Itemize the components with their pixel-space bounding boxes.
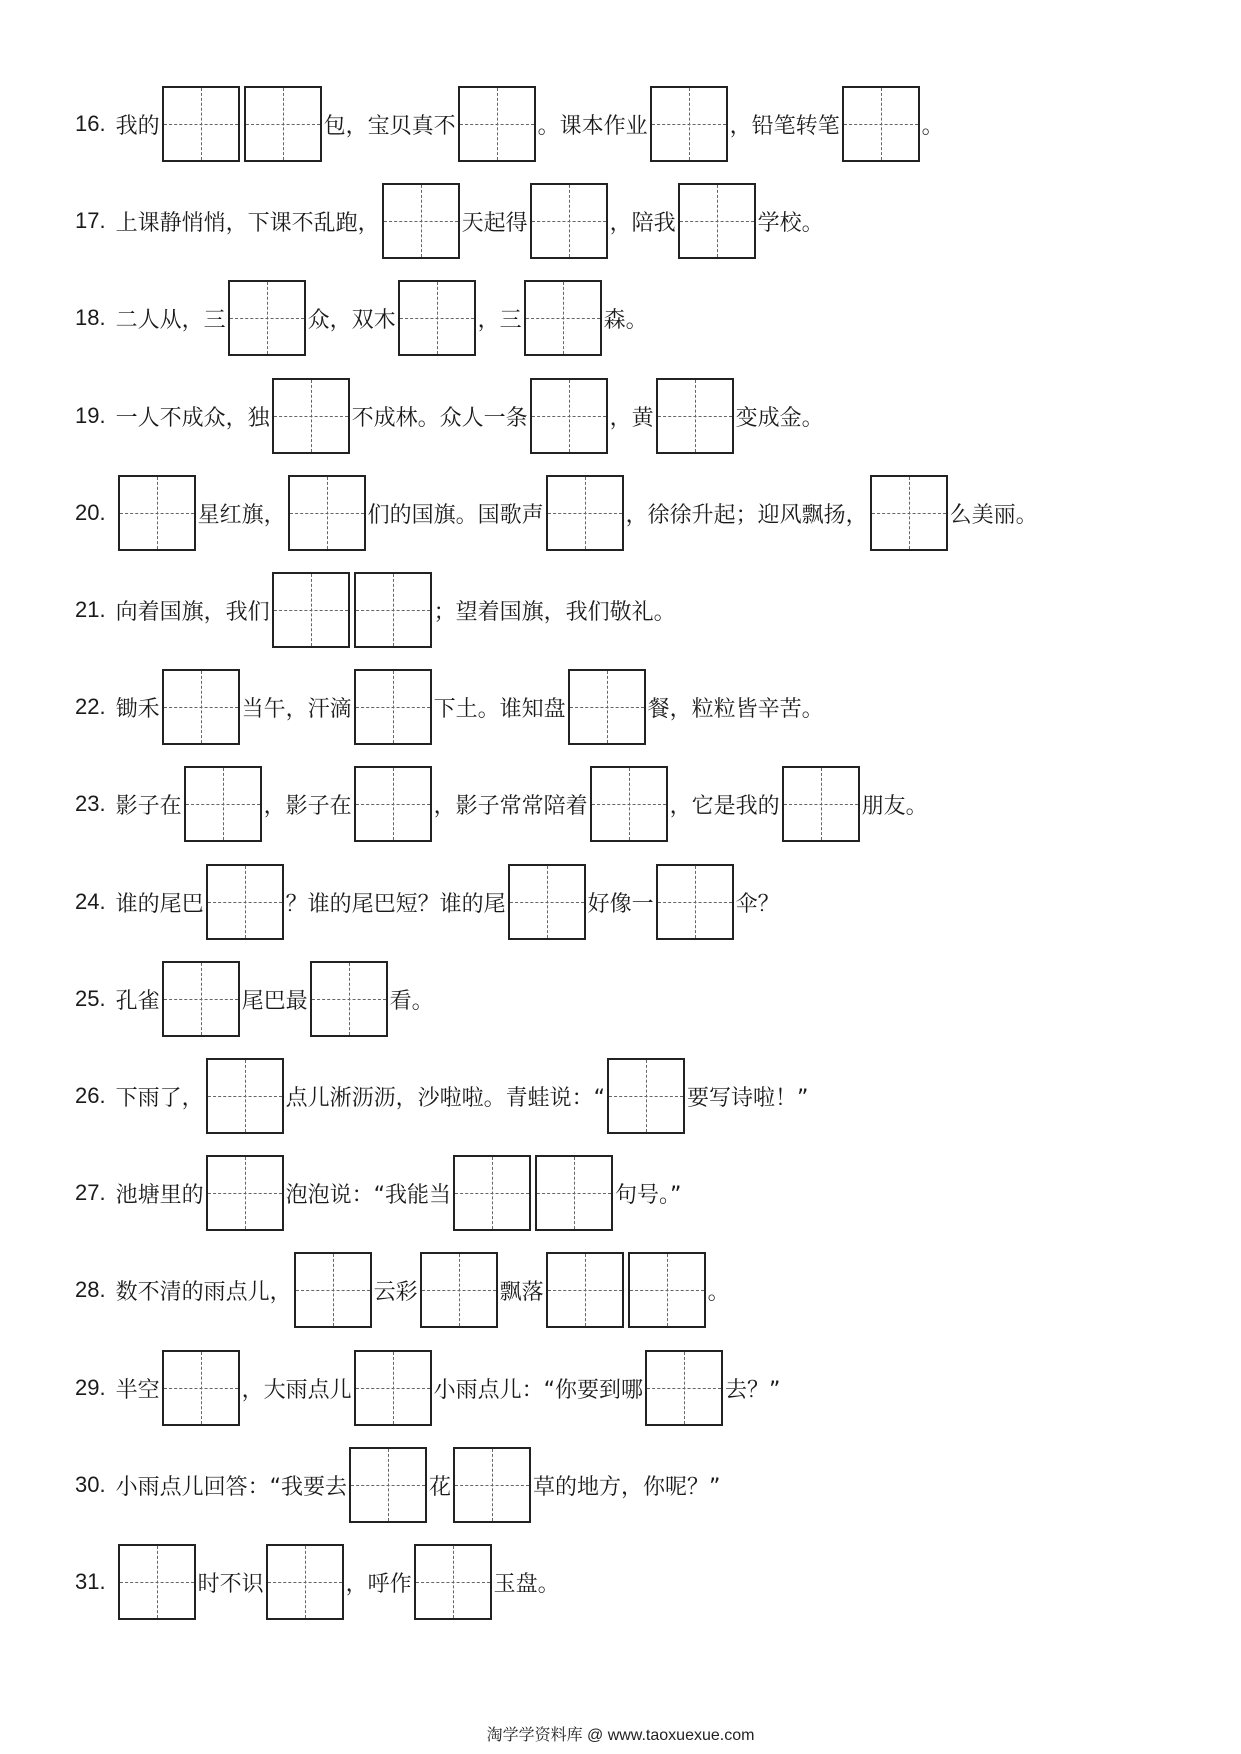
question-text: ，影子常常陪着 bbox=[433, 793, 588, 819]
question-text: ？谁的尾巴短？谁的尾 bbox=[285, 891, 506, 917]
question-text: ，呼作 bbox=[345, 1571, 412, 1597]
question-text: 当午，汗滴 bbox=[241, 696, 352, 722]
question-number: 28. bbox=[75, 1277, 106, 1302]
question-row bbox=[75, 1250, 730, 1330]
answer-box[interactable] bbox=[628, 1252, 706, 1328]
answer-box[interactable] bbox=[508, 864, 586, 940]
question-text: 不成林。众人一条 bbox=[351, 405, 528, 431]
answer-box[interactable] bbox=[414, 1544, 492, 1620]
answer-box[interactable] bbox=[453, 1447, 531, 1523]
answer-box[interactable] bbox=[206, 1058, 284, 1134]
answer-box[interactable] bbox=[354, 766, 432, 842]
answer-box[interactable] bbox=[650, 86, 728, 162]
question-text: 草的地方，你呢？” bbox=[533, 1474, 721, 1500]
answer-box[interactable] bbox=[656, 378, 734, 454]
question-text: 朋友。 bbox=[861, 793, 928, 819]
answer-box[interactable] bbox=[568, 669, 646, 745]
answer-box[interactable] bbox=[524, 280, 602, 356]
question-text: 影子在 bbox=[115, 793, 182, 819]
answer-box[interactable] bbox=[354, 572, 432, 648]
answer-box[interactable] bbox=[590, 766, 668, 842]
answer-box[interactable] bbox=[162, 669, 240, 745]
question-row bbox=[75, 84, 944, 164]
question-text: 包，宝贝真不 bbox=[323, 113, 456, 139]
answer-box[interactable] bbox=[228, 280, 306, 356]
question-row bbox=[75, 376, 824, 456]
question-row bbox=[75, 1153, 681, 1233]
question-number: 16. bbox=[75, 111, 106, 136]
question-text: 玉盘。 bbox=[493, 1571, 560, 1597]
question-number: 31. bbox=[75, 1569, 106, 1594]
answer-box[interactable] bbox=[420, 1252, 498, 1328]
question-text: 花 bbox=[429, 1474, 452, 1500]
question-row bbox=[75, 1056, 808, 1136]
answer-box[interactable] bbox=[398, 280, 476, 356]
question-number: 19. bbox=[75, 403, 106, 428]
question-text: 一人不成众，独 bbox=[115, 405, 270, 431]
answer-box[interactable] bbox=[354, 669, 432, 745]
answer-box[interactable] bbox=[607, 1058, 685, 1134]
question-number: 25. bbox=[75, 986, 106, 1011]
question-text: ，三 bbox=[477, 307, 522, 333]
answer-box[interactable] bbox=[354, 1350, 432, 1426]
answer-box[interactable] bbox=[453, 1155, 531, 1231]
answer-box[interactable] bbox=[842, 86, 920, 162]
question-text: 池塘里的 bbox=[115, 1182, 204, 1208]
question-number: 29. bbox=[75, 1375, 106, 1400]
question-text: 飘落 bbox=[499, 1279, 544, 1305]
answer-box[interactable] bbox=[656, 864, 734, 940]
question-number: 18. bbox=[75, 305, 106, 330]
question-text: 点儿淅沥沥，沙啦啦。青蛙说：“ bbox=[285, 1085, 606, 1111]
answer-box[interactable] bbox=[162, 1350, 240, 1426]
question-text: 么美丽。 bbox=[949, 502, 1038, 528]
question-number: 20. bbox=[75, 500, 106, 525]
question-text: 森。 bbox=[603, 307, 648, 333]
answer-box[interactable] bbox=[530, 183, 608, 259]
answer-box[interactable] bbox=[645, 1350, 723, 1426]
question-text: 谁的尾巴 bbox=[115, 891, 204, 917]
question-text: 小雨点儿回答：“我要去 bbox=[115, 1474, 347, 1500]
question-text: 下雨了， bbox=[115, 1085, 204, 1111]
answer-box[interactable] bbox=[530, 378, 608, 454]
question-text: 半空 bbox=[115, 1377, 160, 1403]
answer-box[interactable] bbox=[206, 1155, 284, 1231]
question-number: 30. bbox=[75, 1472, 106, 1497]
question-text: 小雨点儿：“你要到哪 bbox=[433, 1377, 644, 1403]
question-text: ，大雨点儿 bbox=[241, 1377, 352, 1403]
page-footer: 淘学学资料库 @ www.taoxuexue.com bbox=[486, 1727, 755, 1744]
answer-box[interactable] bbox=[782, 766, 860, 842]
question-row bbox=[75, 1348, 780, 1428]
answer-box[interactable] bbox=[382, 183, 460, 259]
question-text: 句号。” bbox=[615, 1182, 682, 1208]
question-row bbox=[75, 667, 824, 747]
question-number: 17. bbox=[75, 208, 106, 233]
question-text: 变成金。 bbox=[735, 405, 824, 431]
answer-box[interactable] bbox=[244, 86, 322, 162]
question-text: 们的国旗。国歌声 bbox=[367, 502, 544, 528]
answer-box[interactable] bbox=[535, 1155, 613, 1231]
answer-box[interactable] bbox=[272, 572, 350, 648]
question-text: 餐，粒粒皆辛苦。 bbox=[647, 696, 824, 722]
question-text: 孔雀 bbox=[115, 988, 160, 1014]
question-number: 27. bbox=[75, 1180, 106, 1205]
question-number: 23. bbox=[75, 791, 106, 816]
question-text: 众，双木 bbox=[307, 307, 396, 333]
question-text: 。 bbox=[921, 113, 944, 139]
question-number: 22. bbox=[75, 694, 106, 719]
question-row bbox=[75, 862, 780, 942]
question-number: 26. bbox=[75, 1083, 106, 1108]
question-text: 。课本作业 bbox=[537, 113, 648, 139]
answer-box[interactable] bbox=[310, 961, 388, 1037]
answer-box[interactable] bbox=[294, 1252, 372, 1328]
answer-box[interactable] bbox=[349, 1447, 427, 1523]
answer-box[interactable] bbox=[206, 864, 284, 940]
question-number: 24. bbox=[75, 889, 106, 914]
question-text: ，陪我 bbox=[609, 210, 676, 236]
answer-box[interactable] bbox=[118, 475, 196, 551]
answer-box[interactable] bbox=[288, 475, 366, 551]
question-text: 下土。谁知盘 bbox=[433, 696, 566, 722]
question-row bbox=[75, 959, 434, 1039]
question-text: ，黄 bbox=[609, 405, 654, 431]
question-text: ，铅笔转笔 bbox=[729, 113, 840, 139]
answer-box[interactable] bbox=[546, 1252, 624, 1328]
answer-box[interactable] bbox=[546, 475, 624, 551]
answer-box[interactable] bbox=[870, 475, 948, 551]
question-text: 尾巴最 bbox=[241, 988, 308, 1014]
question-text: 要写诗啦！” bbox=[687, 1085, 809, 1111]
question-text: ，徐徐升起；迎风飘扬， bbox=[625, 502, 868, 528]
question-row bbox=[75, 764, 928, 844]
question-number: 21. bbox=[75, 597, 106, 622]
question-text: 去？” bbox=[725, 1377, 781, 1403]
answer-box[interactable] bbox=[118, 1544, 196, 1620]
question-text: 学校。 bbox=[757, 210, 824, 236]
question-text: 星红旗， bbox=[197, 502, 286, 528]
question-text: ；望着国旗，我们敬礼。 bbox=[433, 599, 676, 625]
question-text: 我的 bbox=[115, 113, 160, 139]
answer-box[interactable] bbox=[184, 766, 262, 842]
question-text: 云彩 bbox=[373, 1279, 418, 1305]
answer-box[interactable] bbox=[162, 961, 240, 1037]
question-row bbox=[75, 473, 1038, 553]
question-text: 向着国旗，我们 bbox=[115, 599, 270, 625]
question-text: 时不识 bbox=[197, 1571, 264, 1597]
question-text: 锄禾 bbox=[115, 696, 160, 722]
answer-box[interactable] bbox=[458, 86, 536, 162]
question-text: 二人从，三 bbox=[115, 307, 226, 333]
answer-box[interactable] bbox=[272, 378, 350, 454]
question-text: 天起得 bbox=[461, 210, 528, 236]
question-text: 。 bbox=[707, 1279, 730, 1305]
answer-box[interactable] bbox=[162, 86, 240, 162]
question-row bbox=[75, 181, 824, 261]
question-text: 看。 bbox=[389, 988, 434, 1014]
question-text: 伞？ bbox=[735, 891, 780, 917]
question-row bbox=[75, 570, 676, 650]
question-text: 上课静悄悄，下课不乱跑， bbox=[115, 210, 380, 236]
question-row bbox=[75, 1542, 560, 1622]
question-text: 泡泡说：“我能当 bbox=[285, 1182, 452, 1208]
question-row bbox=[75, 1445, 720, 1525]
question-text: 好像一 bbox=[587, 891, 654, 917]
question-text: 数不清的雨点儿， bbox=[115, 1279, 292, 1305]
answer-box[interactable] bbox=[266, 1544, 344, 1620]
question-text: ，它是我的 bbox=[669, 793, 780, 819]
answer-box[interactable] bbox=[678, 183, 756, 259]
question-text: ，影子在 bbox=[263, 793, 352, 819]
question-row bbox=[75, 278, 648, 358]
